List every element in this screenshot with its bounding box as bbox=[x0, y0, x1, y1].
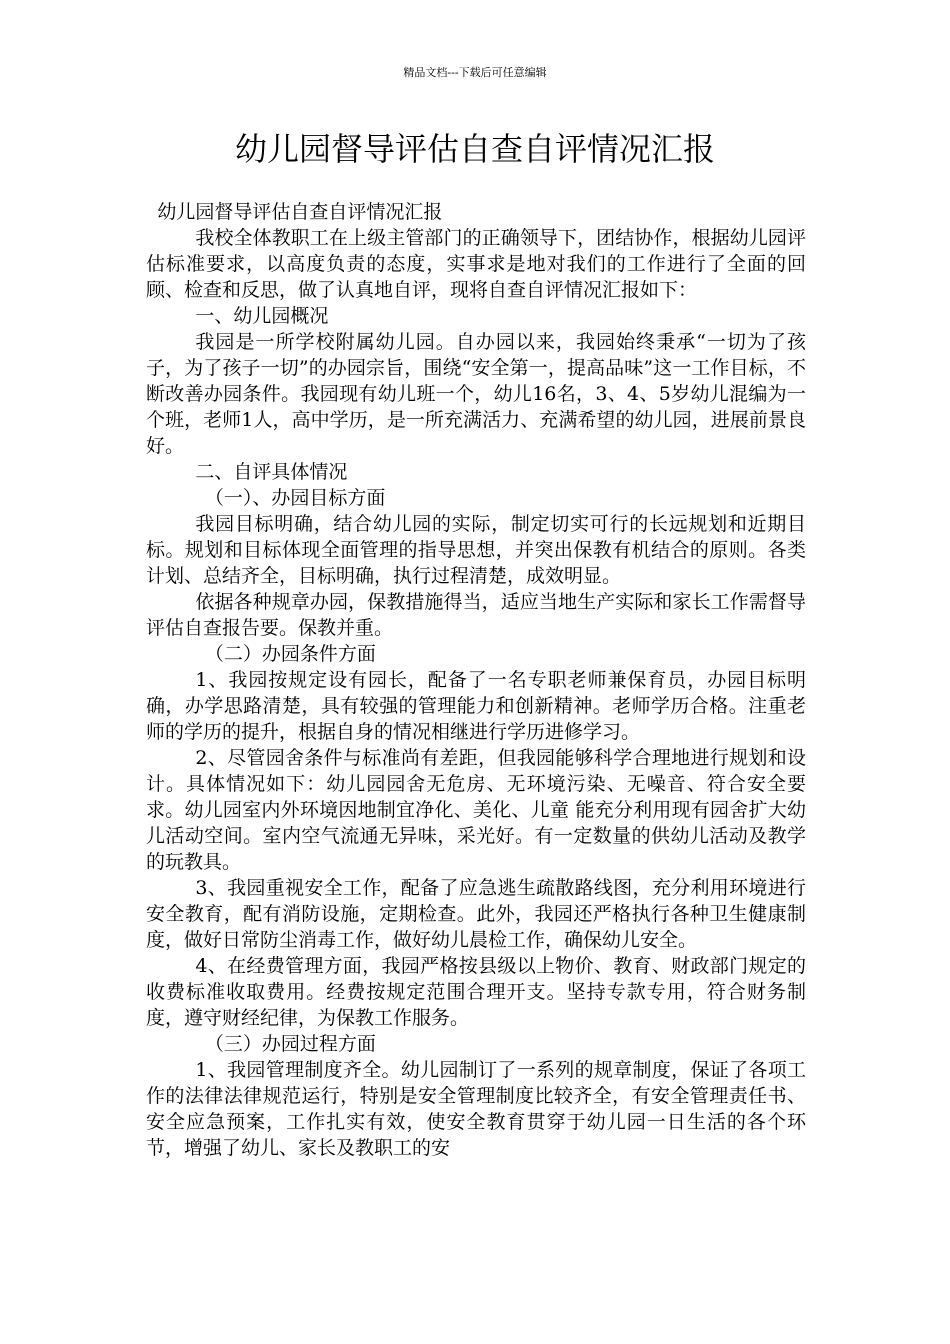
section-heading-overview: 一、幼儿园概况 bbox=[195, 305, 329, 327]
subsection-heading-goals: （一）、办园目标方面 bbox=[204, 487, 386, 509]
document-subtitle: 幼儿园督导评估自查自评情况汇报 bbox=[157, 201, 443, 223]
paragraph-conditions-2: 2、尽管园舍条件与标准尚有差距，但我园能够科学合理地进行规划和设计。具体情况如下：幼儿园园舍无危房、无环境污染、无噪音、符合安全要求。幼儿园室内外环境因地制宜净化、美化、儿童 能充分利用现有园舍扩大幼儿活动空间。室内空气流通无异味，采光好。有一定数量的供幼儿活动及教学的玩教具。 bbox=[146, 747, 806, 873]
document-body bbox=[146, 199, 806, 1161]
subsection-heading-conditions: （二）办园条件方面 bbox=[204, 643, 376, 665]
subsection-heading-process: （三）办园过程方面 bbox=[204, 1033, 376, 1055]
paragraph-intro: 我校全体教职工在上级主管部门的正确领导下，团结协作，根据幼儿园评估标准要求，以高度负责的态度，实事求是地对我们的工作进行了全面的回顾、检查和反思，做了认真地自评，现将自查自评情况汇报如下： bbox=[146, 227, 806, 301]
paragraph-overview: 我园是一所学校附属幼儿园。自办园以来，我园始终秉承“一切为了孩子，为了孩子一切”的办园宗旨，围绕“安全第一，提高品味”这一工作目标，不断改善办园条件。我园现有幼儿班一个，幼儿16名，3、4、5岁幼儿混编为一个班，老师1人，高中学历，是一所充满活力、充满希望的幼儿园，进展前景良好。 bbox=[146, 331, 806, 457]
section-heading-self-evaluation: 二、自评具体情况 bbox=[195, 461, 348, 483]
paragraph-conditions-1: 1、我园按规定设有园长，配备了一名专职老师兼保育员，办园目标明确，办学思路清楚，具有较强的管理能力和创新精神。老师学历合格。注重老师的学历的提升，根据自身的情况相继进行学历进修学习。 bbox=[146, 669, 806, 743]
paragraph-conditions-3: 3、我园重视安全工作，配备了应急逃生疏散路线图，充分利用环境进行安全教育，配有消防设施，定期检查。此外，我园还严格执行各种卫生健康制度，做好日常防尘消毒工作，做好幼儿晨检工作，确保幼儿安全。 bbox=[146, 877, 806, 951]
paragraph-goals-1: 我园目标明确，结合幼儿园的实际，制定切实可行的长远规划和近期目标。规划和目标体现全面管理的指导思想，并突出保教有机结合的原则。各类计划、总结齐全，目标明确，执行过程清楚，成效明显。 bbox=[146, 513, 806, 587]
document-title: 幼儿园督导评估自查自评情况汇报 bbox=[234, 130, 715, 168]
paragraph-process-1: 1、我园管理制度齐全。幼儿园制订了一系列的规章制度，保证了各项工作的法律法律规范运行，特别是安全管理制度比较齐全，有安全管理责任书、安全应急预案，工作扎实有效，使安全教育贯穿于幼儿园一日生活的各个环节，增强了幼儿、家长及教职工的安 bbox=[146, 1059, 806, 1159]
paragraph-conditions-4: 4、在经费管理方面，我园严格按县级以上物价、教育、财政部门规定的收费标准收取费用。经费按规定范围合理开支。坚持专款专用，符合财务制度，遵守财经纪律，为保教工作服务。 bbox=[146, 955, 806, 1029]
page-header-note: 精品文档---下载后可任意编辑 bbox=[403, 66, 547, 79]
paragraph-goals-2: 依据各种规章办园，保教措施得当，适应当地生产实际和家长工作需督导评估自查报告要。保教并重。 bbox=[146, 591, 806, 639]
